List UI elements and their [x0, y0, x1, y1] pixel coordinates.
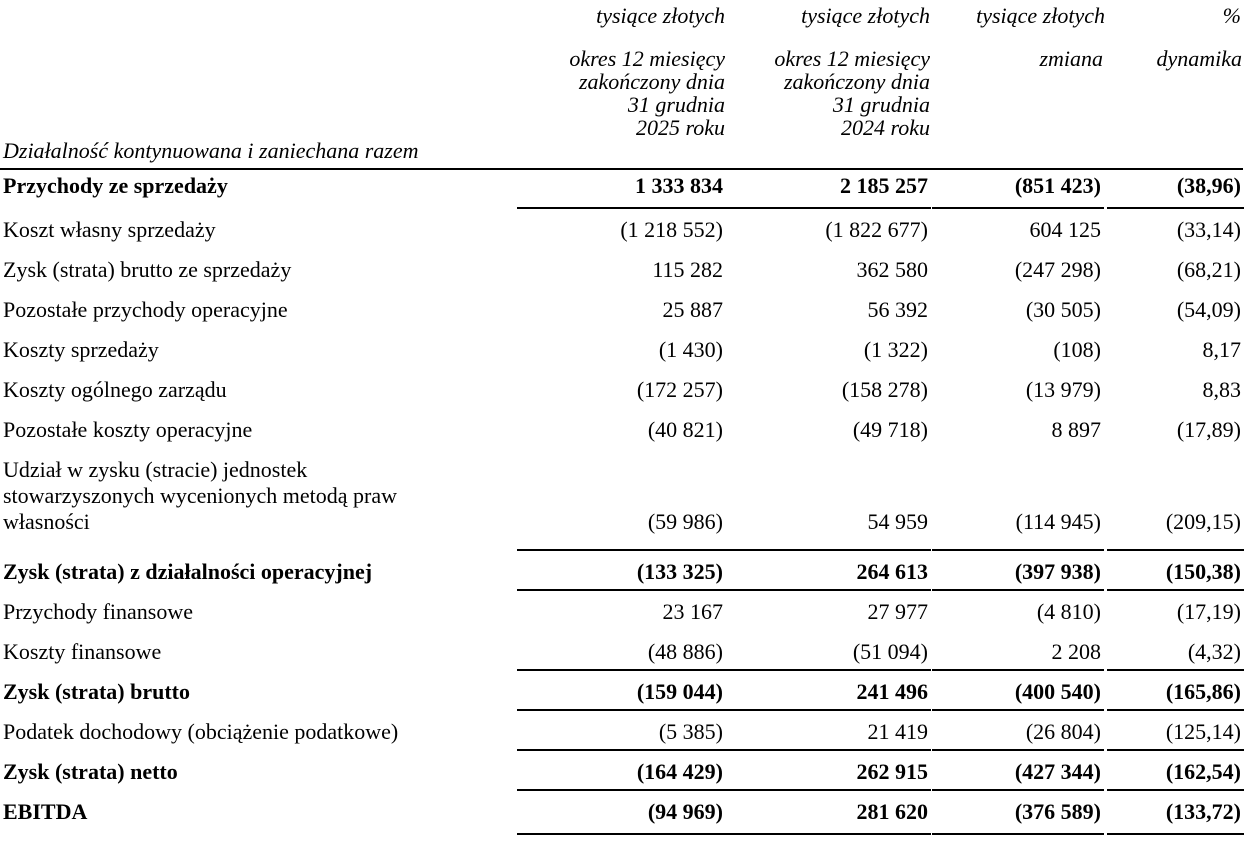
row-value-col1: (5 385): [658, 719, 723, 744]
table-rule: [932, 789, 1104, 791]
row-value-col1: (164 429): [636, 759, 723, 784]
table-rule: [1107, 833, 1244, 835]
row-value-col3: (397 938): [1014, 559, 1101, 584]
row-value-col3: (376 589): [1014, 799, 1101, 824]
col1-unit: tysiące złotych: [596, 3, 725, 28]
table-rule: [725, 709, 931, 711]
table-rule: [1107, 669, 1244, 671]
row-value-col3: (851 423): [1014, 173, 1101, 198]
row-value-col3: (427 344): [1014, 759, 1101, 784]
table-rule: [932, 833, 1104, 835]
row-value-col3: (400 540): [1014, 679, 1101, 704]
table-rule: [517, 749, 726, 751]
row-value-col3: (26 804): [1025, 719, 1101, 744]
table-rule: [1107, 549, 1244, 551]
table-rule: [725, 589, 931, 591]
row-label: Koszty sprzedaży: [3, 337, 159, 362]
row-label: Pozostałe koszty operacyjne: [3, 417, 253, 442]
row-value-col2: 281 620: [856, 799, 928, 824]
row-label-line: stowarzyszonych wycenionych metodą praw: [3, 483, 398, 508]
row-value-col1: (1 430): [658, 337, 723, 362]
row-value-col2: 262 915: [856, 759, 928, 784]
row-value-col1: (40 821): [647, 417, 723, 442]
row-value-col3: (30 505): [1025, 297, 1101, 322]
col3-label: zmiana: [1039, 46, 1103, 71]
col1-period-line: okres 12 miesięcy: [569, 46, 725, 71]
col1-period: [520, 47, 725, 139]
table-rule: [725, 207, 931, 209]
row-value-col4: (38,96): [1176, 173, 1241, 198]
row-value-col4: (68,21): [1176, 257, 1241, 282]
row-value-col2: (49 718): [852, 417, 928, 442]
row-value-col2: 56 392: [867, 297, 928, 322]
row-value-col1: 25 887: [662, 297, 723, 322]
row-label-line: Udział w zysku (stracie) jednostek: [3, 457, 308, 482]
col2-period: [728, 47, 930, 139]
col2-period-line: zakończony dnia: [783, 69, 930, 94]
table-rule: [932, 669, 1104, 671]
row-value-col3: (114 945): [1015, 509, 1101, 534]
row-value-col4: (4,32): [1187, 639, 1241, 664]
table-rule: [725, 833, 931, 835]
row-value-col4: (165,86): [1165, 679, 1241, 704]
row-value-col2: (1 322): [863, 337, 928, 362]
row-label: Koszt własny sprzedaży: [3, 217, 216, 242]
table-rule: [517, 549, 726, 551]
row-value-col1: (133 325): [636, 559, 723, 584]
table-rule: [517, 207, 726, 209]
row-value-col4: (209,15): [1165, 509, 1241, 534]
row-value-col2: 27 977: [867, 599, 928, 624]
row-value-col1: (172 257): [636, 377, 723, 402]
table-rule: [517, 833, 726, 835]
table-rule: [932, 207, 1104, 209]
table-rule: [932, 749, 1104, 751]
row-value-col3: (13 979): [1025, 377, 1101, 402]
row-value-col2: 362 580: [856, 257, 928, 282]
col2-period-line: okres 12 miesięcy: [774, 46, 930, 71]
table-rule: [1107, 749, 1244, 751]
row-value-col3: (247 298): [1014, 257, 1101, 282]
row-label: Zysk (strata) brutto: [3, 679, 190, 704]
row-value-col1: 1 333 834: [635, 173, 723, 198]
table-rule: [517, 669, 726, 671]
row-value-col2: 264 613: [856, 559, 928, 584]
col2-unit: tysiące złotych: [801, 3, 930, 28]
row-value-col2: (1 822 677): [825, 217, 928, 242]
row-value-col2: (158 278): [841, 377, 928, 402]
row-value-col2: 2 185 257: [840, 173, 928, 198]
row-value-col4: 8,17: [1202, 337, 1241, 362]
col1-period-line: 2025 roku: [635, 115, 725, 140]
row-value-col4: (133,72): [1165, 799, 1241, 824]
row-value-col1: (59 986): [647, 509, 723, 534]
table-rule: [932, 709, 1104, 711]
row-value-col1: (48 886): [647, 639, 723, 664]
row-value-col4: (125,14): [1165, 719, 1241, 744]
table-rule: [725, 549, 931, 551]
table-rule: [725, 669, 931, 671]
row-value-col1: 115 282: [652, 257, 723, 282]
row-label: Przychody finansowe: [3, 599, 194, 624]
row-label: Koszty ogólnego zarządu: [3, 377, 227, 402]
col2-period-line: 31 grudnia: [832, 92, 930, 117]
table-rule: [1107, 789, 1244, 791]
row-value-col4: (54,09): [1176, 297, 1241, 322]
table-rule: [1107, 207, 1244, 209]
row-value-col4: (162,54): [1165, 759, 1241, 784]
row-value-col3: (108): [1053, 337, 1101, 362]
row-value-col3: 8 897: [1051, 417, 1101, 442]
row-value-col3: (4 810): [1036, 599, 1101, 624]
row-label: EBITDA: [3, 799, 88, 824]
section-title: Działalność kontynuowana i zaniechana razem: [3, 138, 419, 163]
table-rule: [517, 789, 726, 791]
col2-period-line: 2024 roku: [840, 115, 930, 140]
row-label: Podatek dochodowy (obciążenie podatkowe): [3, 719, 399, 744]
row-label-line: własności: [3, 509, 90, 534]
row-label: [3, 457, 397, 535]
row-value-col3: 604 125: [1029, 217, 1101, 242]
row-label: Zysk (strata) brutto ze sprzedaży: [3, 257, 292, 282]
row-value-col2: 241 496: [856, 679, 928, 704]
row-value-col2: (51 094): [852, 639, 928, 664]
table-rule: [725, 789, 931, 791]
row-value-col1: (1 218 552): [620, 217, 723, 242]
row-label: Zysk (strata) netto: [3, 759, 178, 784]
table-rule: [1107, 589, 1244, 591]
table-rule: [517, 709, 726, 711]
row-value-col2: 54 959: [867, 509, 928, 534]
row-value-col2: 21 419: [867, 719, 928, 744]
table-rule: [725, 749, 931, 751]
table-rule: [932, 589, 1104, 591]
table-rule: [0, 168, 1243, 170]
col4-label: dynamika: [1156, 46, 1242, 71]
col3-unit: tysiące złotych: [976, 3, 1105, 28]
row-value-col4: (17,89): [1176, 417, 1241, 442]
row-label: Pozostałe przychody operacyjne: [3, 297, 288, 322]
row-value-col1: 23 167: [662, 599, 723, 624]
row-value-col1: (94 969): [647, 799, 723, 824]
table-rule: [1107, 709, 1244, 711]
row-label: Przychody ze sprzedaży: [3, 173, 228, 198]
row-label: Koszty finansowe: [3, 639, 162, 664]
row-value-col4: (33,14): [1176, 217, 1241, 242]
table-rule: [932, 549, 1104, 551]
row-value-col4: (150,38): [1165, 559, 1241, 584]
table-rule: [517, 589, 726, 591]
row-label: Zysk (strata) z działalności operacyjnej: [3, 559, 373, 584]
row-value-col1: (159 044): [636, 679, 723, 704]
col4-unit: %: [1222, 3, 1241, 28]
col1-period-line: zakończony dnia: [578, 69, 725, 94]
row-value-col4: 8,83: [1202, 377, 1241, 402]
row-value-col3: 2 208: [1051, 639, 1101, 664]
row-value-col4: (17,19): [1176, 599, 1241, 624]
col1-period-line: 31 grudnia: [627, 92, 725, 117]
